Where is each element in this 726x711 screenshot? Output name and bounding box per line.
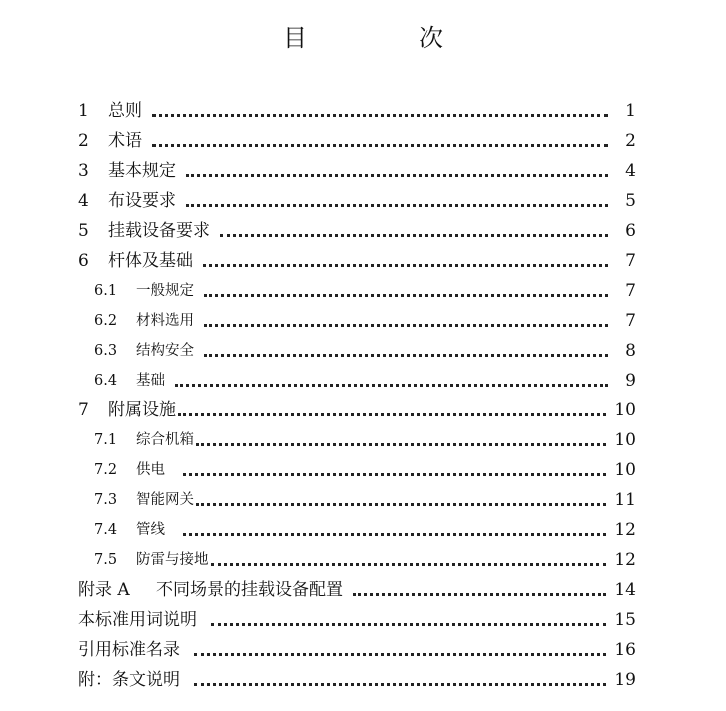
toc-entry[interactable] (78, 248, 636, 274)
toc-entry-text: 附属设施 (108, 400, 176, 420)
toc-entry-page: 7 (625, 311, 636, 331)
dot-leader (220, 234, 608, 237)
toc-entry-number: 附录 A (78, 580, 130, 600)
toc-entry-text: 基本规定 (108, 161, 176, 181)
toc-entry-text: 布设要求 (108, 191, 176, 211)
toc-entry-text: 综合机箱 (136, 432, 194, 448)
dot-leader (186, 204, 608, 207)
dot-leader (175, 384, 608, 387)
dot-leader (203, 264, 608, 267)
toc-entry-text: 引用标准名录 (78, 640, 180, 660)
dot-leader (194, 653, 606, 656)
toc-entry-number: 1 (78, 101, 89, 121)
toc-entry-text: 智能网关 (136, 492, 194, 508)
toc-entry[interactable] (78, 128, 636, 154)
toc-entry-text: 本标准用词说明 (78, 610, 197, 630)
toc-entry-number: 7.5 (94, 552, 118, 568)
toc-entry-page: 12 (614, 520, 636, 540)
dot-leader (196, 443, 606, 446)
toc-entry-number: 6 (78, 251, 89, 271)
toc-entry-page: 12 (614, 550, 636, 570)
toc-entry-page: 10 (614, 430, 636, 450)
toc-entry-number: 7 (78, 400, 89, 420)
toc-entry-text: 术语 (108, 131, 142, 151)
dot-leader (204, 294, 608, 297)
toc-subentry[interactable] (94, 278, 636, 304)
toc-entry[interactable] (78, 188, 636, 214)
dot-leader (186, 174, 608, 177)
toc-entry-text: 附：条文说明 (78, 670, 180, 690)
toc-entry-backmatter[interactable] (78, 637, 636, 663)
toc-entry-appendix[interactable] (78, 577, 636, 603)
toc-entry-number: 7.2 (94, 462, 118, 478)
toc-entry-number: 6.2 (94, 313, 118, 329)
toc-entry-page: 11 (614, 490, 636, 510)
toc-entry-page: 7 (625, 281, 636, 301)
toc-entry-page: 2 (625, 131, 636, 151)
toc-entry[interactable] (78, 98, 636, 124)
toc-entry-number: 2 (78, 131, 89, 151)
toc-entry-number: 7.1 (94, 432, 118, 448)
toc-entry-number: 4 (78, 191, 89, 211)
toc-entry-text: 总则 (108, 101, 142, 121)
toc-entry-page: 9 (625, 371, 636, 391)
toc-subentry[interactable] (94, 487, 636, 513)
toc-entry-number: 6.4 (94, 373, 118, 389)
toc-subentry[interactable] (94, 368, 636, 394)
toc-entry-page: 8 (625, 341, 636, 361)
toc-entry-text: 管线 (136, 522, 165, 538)
toc-subentry[interactable] (94, 308, 636, 334)
toc-subentry[interactable] (94, 457, 636, 483)
toc-entry-page: 7 (625, 251, 636, 271)
toc-entry-page: 4 (625, 161, 636, 181)
toc-entry-text: 挂载设备要求 (108, 221, 210, 241)
dot-leader (194, 683, 606, 686)
toc-subentry[interactable] (94, 547, 636, 573)
toc-entry-number: 7.4 (94, 522, 118, 538)
dot-leader (211, 563, 607, 566)
dot-leader (152, 144, 608, 147)
toc-subentry[interactable] (94, 517, 636, 543)
dot-leader (204, 324, 608, 327)
toc-entry-number: 7.3 (94, 492, 118, 508)
toc-entry[interactable] (78, 218, 636, 244)
toc-entry-page: 5 (625, 191, 636, 211)
toc-entry-text: 结构安全 (136, 343, 194, 359)
toc-entry-number: 3 (78, 161, 89, 181)
toc-entry-text: 供电 (136, 462, 165, 478)
toc-entry-page: 10 (614, 400, 636, 420)
toc-entry-backmatter[interactable] (78, 667, 636, 693)
toc-entry-page: 16 (614, 640, 636, 660)
toc-entry-text: 一般规定 (136, 283, 194, 299)
toc-entry-backmatter[interactable] (78, 607, 636, 633)
toc-entry-text: 不同场景的挂载设备配置 (156, 580, 343, 600)
toc-entry-text: 杆体及基础 (108, 251, 193, 271)
toc-entry-page: 15 (614, 610, 636, 630)
toc-entry-page: 14 (614, 580, 636, 600)
dot-leader (196, 503, 606, 506)
toc-entry-page: 1 (625, 101, 636, 121)
dot-leader (183, 533, 606, 536)
page-title: 目 次 (283, 24, 487, 52)
toc-entry-page: 6 (625, 221, 636, 241)
toc-entry-text: 防雷与接地 (136, 552, 209, 568)
toc-entry-text: 基础 (136, 373, 165, 389)
toc-subentry[interactable] (94, 338, 636, 364)
dot-leader (211, 623, 606, 626)
dot-leader (353, 593, 606, 596)
dot-leader (204, 354, 608, 357)
toc-entry-number: 5 (78, 221, 89, 241)
toc-subentry[interactable] (94, 427, 636, 453)
toc-entry[interactable] (78, 158, 636, 184)
toc-entry[interactable] (78, 397, 636, 423)
dot-leader (183, 473, 606, 476)
dot-leader (152, 114, 608, 117)
toc-entry-number: 6.1 (94, 283, 118, 299)
toc-entry-page: 19 (614, 670, 636, 690)
toc-entry-text: 材料选用 (136, 313, 194, 329)
dot-leader (178, 413, 606, 416)
toc-entry-page: 10 (614, 460, 636, 480)
toc-entry-number: 6.3 (94, 343, 118, 359)
